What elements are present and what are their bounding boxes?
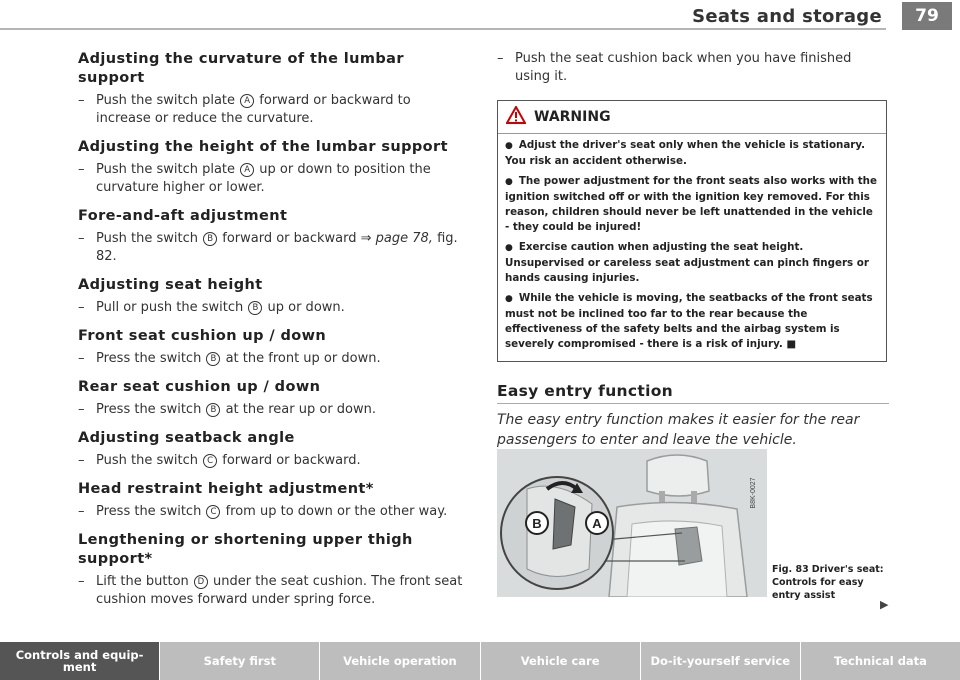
seat-illustration [497,449,767,597]
instruction-bullet: – Press the switch B at the front up or down. [78,351,381,366]
instruction-bullet: – Push the switch C forward or backward. [78,453,361,468]
page-section-title: Seats and storage [692,6,882,27]
figure-83-illustration [497,449,767,597]
switch-label-icon: B [248,301,262,315]
section-heading: Lengthening or shortening upper thigh support* [78,532,413,567]
warning-item: ● Adjust the driver's seat only when the vehicle is stationary. You risk an accident otherwise. [505,139,866,167]
figure-code: B8K-0027 [750,477,757,509]
switch-label-icon: D [194,575,208,589]
footer-tab-safety[interactable]: Safety first [160,642,320,680]
switch-label-icon: C [206,505,220,519]
footer-nav [0,642,960,680]
warning-item: ● Exercise caution when adjusting the seat height. Unsupervised or careless seat adjustment can pinch fingers or hands causing injuries. [505,241,869,284]
page-reference-link[interactable]: ⇒ page 78, [360,231,433,246]
warning-item: ● The power adjustment for the front seats also works with the ignition switched off or with the ignition key removed. For this reason, children should never be left unattended in the vehicle - they could be injured! [505,175,877,233]
switch-label-icon: B [206,352,220,366]
instruction-bullet: – Push the switch B forward or backward ⇒ page 78, fig. 82. [78,231,458,264]
easy-entry-heading: Easy entry function [497,382,889,404]
instruction-bullet: – Push the switch plate A forward or backward to increase or reduce the curvature. [78,93,411,126]
warning-header [498,101,886,134]
footer-tab-technical[interactable]: Technical data [801,642,960,680]
section-heading: Adjusting the height of the lumbar support [78,139,448,155]
section-heading: Adjusting the curvature of the lumbar support [78,51,404,86]
easy-entry-intro: The easy entry function makes it easier for the rear passengers to enter and leave the vehicle. [497,412,860,448]
instruction-bullet: – Lift the button D under the seat cushion. The front seat cushion moves forward under spring force. [78,574,463,607]
section-heading: Adjusting seat height [78,277,263,293]
switch-label-icon: A [240,163,254,177]
footer-tab-operation[interactable]: Vehicle operation [320,642,480,680]
figure-label-a: A [592,516,602,531]
footer-tab-controls[interactable]: Controls and equip- ment [0,642,160,680]
bullet-seat-cushion-back: – Push the seat cushion back when you have finished using it. [497,51,852,84]
switch-label-icon: B [203,232,217,246]
instruction-bullet: – Pull or push the switch B up or down. [78,300,345,315]
warning-triangle-icon [506,106,526,128]
warning-item: ● While the vehicle is moving, the seatbacks of the front seats must not be inclined too far to the rear because the effectiveness of the safety belts and the airbag system is severely compromised - there is a risk of injury. ■ [505,292,873,350]
section-heading: Head restraint height adjustment* [78,481,374,497]
figure-number: Fig. 83 [772,564,809,575]
continued-arrow-icon: ▶ [880,598,889,611]
page-number: 79 [902,2,952,30]
section-heading: Adjusting seatback angle [78,430,295,446]
header-rule [0,28,886,30]
footer-tab-care[interactable]: Vehicle care [481,642,641,680]
instruction-bullet: – Push the switch plate A up or down to position the curvature higher or lower. [78,162,431,195]
footer-tab-diy[interactable]: Do-it-yourself service [641,642,801,680]
switch-label-icon: B [206,403,220,417]
section-heading: Front seat cushion up / down [78,328,327,344]
instruction-bullet: – Press the switch C from up to down or the other way. [78,504,448,519]
instruction-bullet: – Press the switch B at the rear up or down. [78,402,377,417]
figure-caption-text: Driver's seat: Controls for easy entry assist [772,564,884,601]
left-column [78,50,468,619]
figure-caption [772,563,890,602]
warning-body [498,134,886,361]
switch-label-icon: C [203,454,217,468]
section-heading: Fore-and-aft adjustment [78,208,288,224]
figure-label-b: B [532,516,542,531]
right-column [497,50,889,450]
switch-label-icon: A [240,94,254,108]
warning-title: WARNING [534,109,611,125]
section-heading: Rear seat cushion up / down [78,379,321,395]
warning-box [497,100,887,362]
